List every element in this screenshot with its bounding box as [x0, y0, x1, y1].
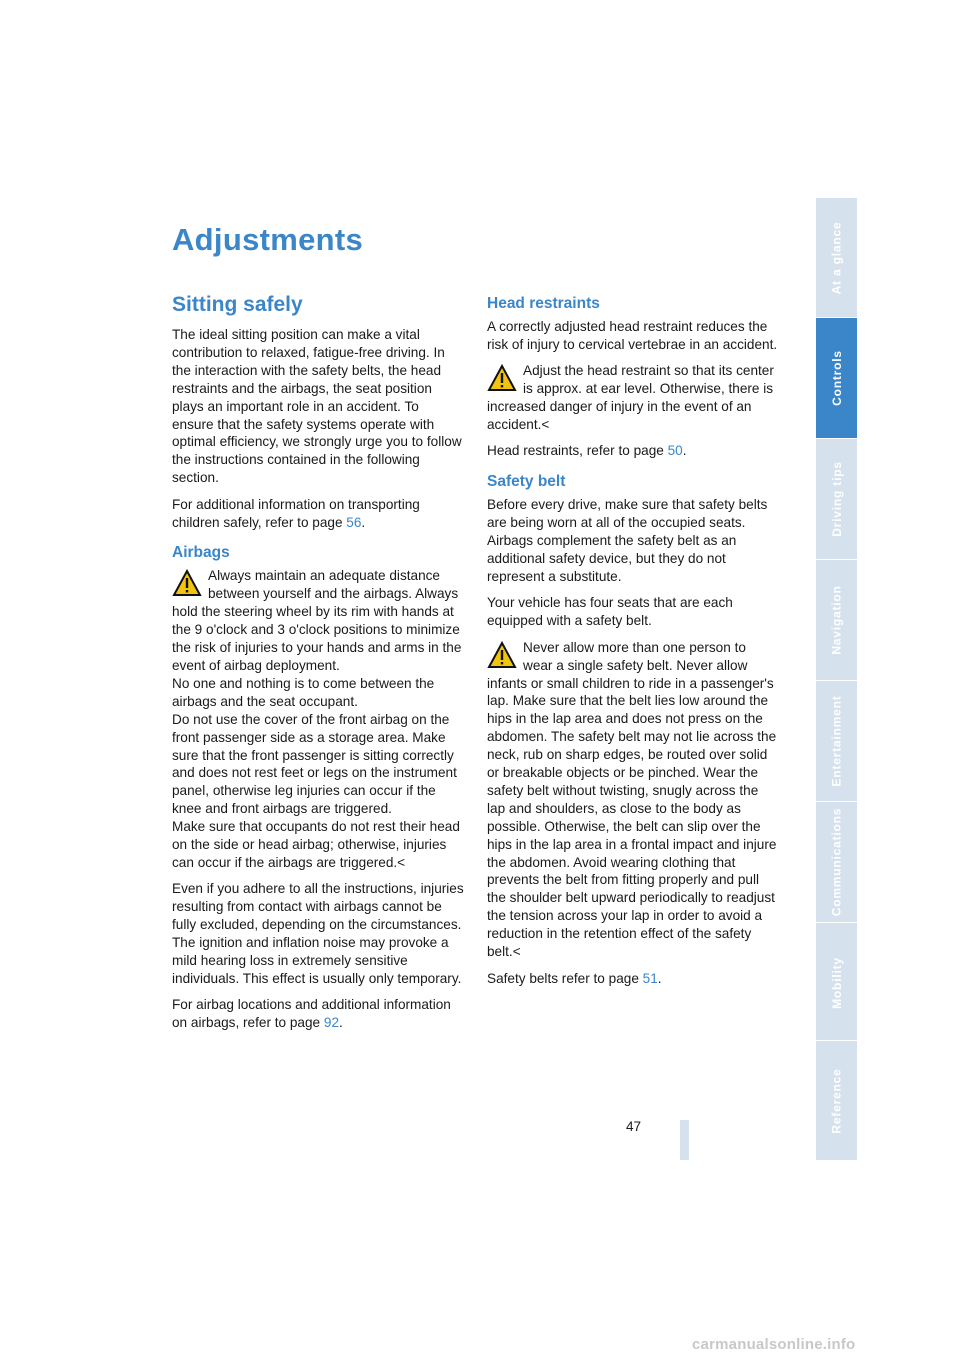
left-column: [172, 292, 464, 1041]
head-restraints-warning: [487, 362, 779, 434]
sidebar-tab-label: Navigation: [829, 585, 844, 655]
sidebar-tab-label: Reference: [829, 1067, 844, 1134]
warning-icon: [487, 364, 517, 392]
right-column: [487, 294, 779, 996]
sidebar-tab-label: Controls: [829, 350, 844, 406]
head-restraints-warning-text: Adjust the head restraint so that its center is approx. at ear level. Otherwise, there is increased danger of injury in the event of an accident.<: [487, 363, 774, 433]
airbag-locations-reference: [172, 996, 464, 1032]
airbag-warning: [172, 567, 464, 871]
safety-belt-ref-text: Safety belts refer to page: [487, 970, 643, 986]
warning-icon: [487, 641, 517, 669]
safety-belt-ref-end: .: [657, 970, 662, 986]
children-reference-text: For additional information on transporting children safely, refer to page: [172, 496, 420, 530]
page-link-92[interactable]: 92: [323, 1015, 340, 1031]
section-heading-sitting-safely: Sitting safely: [172, 293, 303, 316]
airbag-warning-p1: Always maintain an adequate distance between yourself and the airbags. Always hold the steering wheel by its rim with hands at the 9 o'clock and 3 o'clock positions to minimize the risk of injuries to your hands and arms in the event of airbag deployment.: [172, 568, 462, 673]
head-restraints-ref-text: Head restraints, refer to page: [487, 443, 668, 459]
sidebar-tab-at-a-glance[interactable]: [816, 198, 857, 318]
sidebar-tab-navigation[interactable]: [816, 560, 857, 680]
head-restraints-ref-end: .: [682, 443, 687, 459]
sidebar-tab-label: Driving tips: [829, 461, 844, 537]
safety-belt-seats: Your vehicle has four seats that are each equipped with a safety belt.: [487, 595, 733, 629]
airbag-locations-end: .: [339, 1015, 343, 1031]
airbag-injury-text: Even if you adhere to all the instructions, injuries resulting from contact with airbags cannot be fully excluded, depending on the circumstances. The ignition and inflation noise may provoke a mild hearing loss in extremely sensitive individuals. This effect is usually only temporary.: [172, 881, 464, 986]
children-reference: [172, 496, 464, 532]
safety-belt-reference: [487, 970, 779, 988]
sidebar-tab-driving-tips[interactable]: [816, 439, 857, 559]
page-link-51[interactable]: 51: [642, 970, 658, 986]
safety-belt-warning-text: Never allow more than one person to wear a single safety belt. Never allow infants or small children to ride in a passenger's lap. Make sure that the belt lies low around the hips in the lap area and does not press on the abdomen. The safety belt may not lie across the neck, rub on sharp edges, be routed over solid or breakable objects or be pinched. Wear the safety belt without twisting, snugly across the lap and shoulders, as close to the body as possible. Otherwise, the belt can slip over the hips in the lap area in a frontal impact and injure the abdomen. Avoid wearing clothing that prevents the belt from fitting properly and pull the shoulder belt upward periodically to readjust the tension across your lap in order to avoid a reduction in the retention effect of the safety belt.<: [487, 639, 777, 960]
page-number: 47: [626, 1119, 642, 1134]
page-number-bar: [680, 1120, 689, 1160]
airbag-warning-p3: Do not use the cover of the front airbag on the front passenger side as a storage area. Make sure that the front passenger is sitting correctly and does not rest feet or legs on the instrument panel, otherwise leg injuries can occur if the knee and front airbags are triggered.: [172, 711, 457, 817]
subsection-heading-safety-belt: Safety belt: [487, 473, 566, 491]
sitting-intro: The ideal sitting position can make a vital contribution to relaxed, fatigue-free driving. In the interaction with the safety belts, the head restraints and the airbags, the seat position plays an important role in an accident. To ensure that the safety systems operate with optimal efficiency, we strongly urge you to follow the instructions contained in the following section.: [172, 327, 462, 486]
children-reference-end: .: [361, 514, 366, 530]
airbag-warning-p2: No one and nothing is to come between the airbags and the seat occupant.: [172, 675, 435, 709]
subsection-heading-airbags: Airbags: [172, 544, 230, 562]
airbag-locations-text: For airbag locations and additional information on airbags, refer to page: [172, 997, 451, 1031]
sidebar-tab-communications[interactable]: [816, 802, 857, 922]
sidebar-tab-label: Mobility: [829, 957, 844, 1009]
safety-belt-warning: [487, 639, 779, 961]
sidebar-tab-label: Entertainment: [829, 695, 844, 787]
airbag-warning-p4: Make sure that occupants do not rest their head on the side or head airbag; otherwise, injuries can occur if the airbags are triggered.<: [172, 819, 460, 870]
page-link-50[interactable]: 50: [667, 443, 683, 459]
head-restraints-intro: A correctly adjusted head restraint reduces the risk of injury to cervical vertebrae in an accident.: [487, 319, 778, 352]
page-link-56[interactable]: 56: [346, 514, 362, 530]
warning-icon: [172, 569, 202, 597]
sidebar-tab-controls[interactable]: [816, 318, 857, 438]
sidebar-tab-reference[interactable]: [816, 1041, 857, 1160]
head-restraints-reference: [487, 442, 779, 460]
subsection-heading-head-restraints: Head restraints: [487, 295, 600, 312]
sidebar-tab-entertainment[interactable]: [816, 681, 857, 801]
page-title: Adjustments: [172, 222, 364, 257]
watermark: carmanualsonline.info: [692, 1336, 856, 1353]
sidebar-tab-label: Communications: [829, 807, 844, 917]
chapter-sidebar: [816, 198, 857, 1160]
sidebar-tab-mobility[interactable]: [816, 923, 857, 1043]
sidebar-tab-label: At a glance: [829, 221, 844, 295]
safety-belt-intro: Before every drive, make sure that safety belts are being worn at all of the occupied seats. Airbags complement the safety belt as an additional safety device, but they do not represent a substitute.: [487, 497, 768, 584]
